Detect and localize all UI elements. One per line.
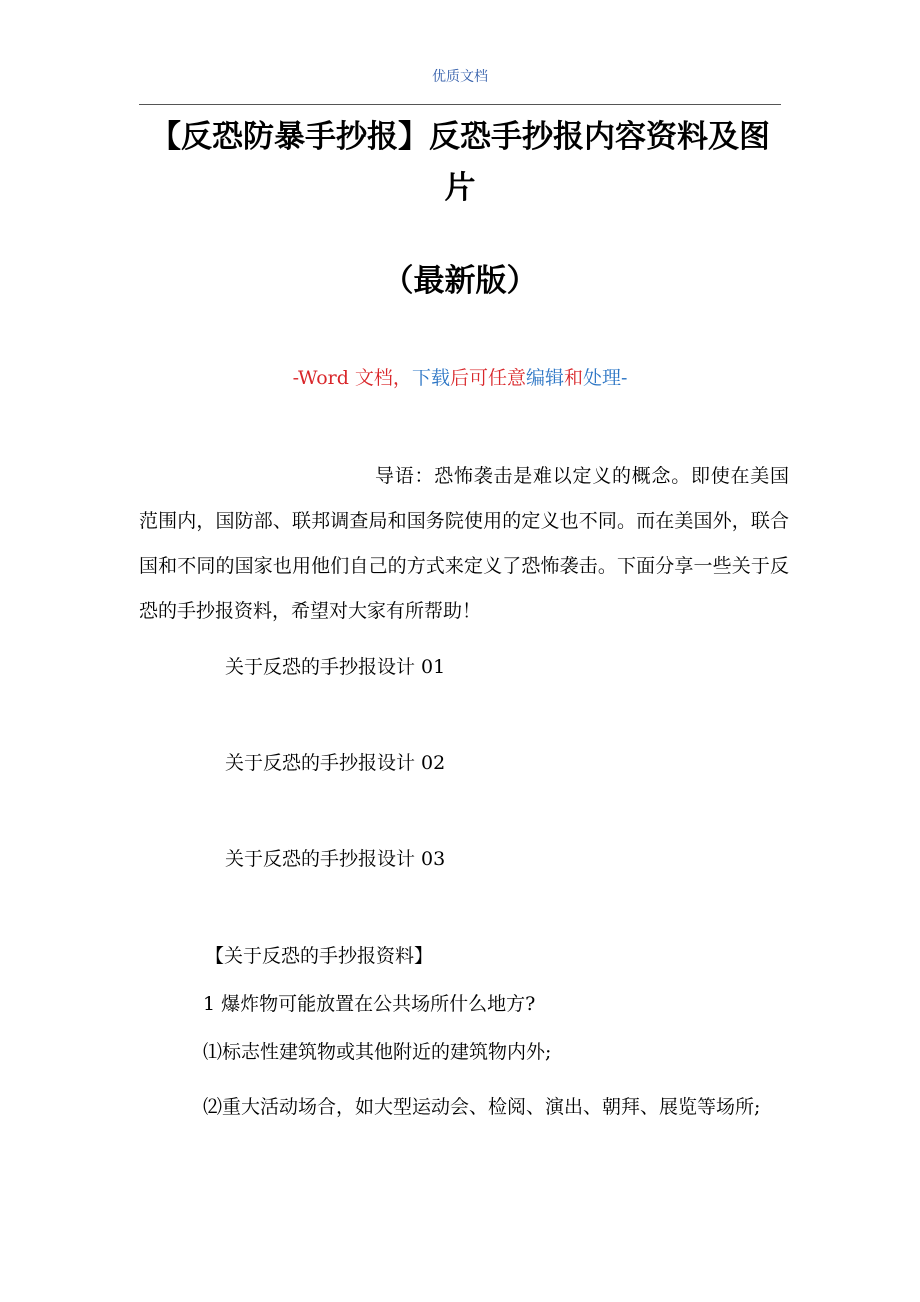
page-header: 优质文档	[432, 69, 488, 85]
tagline-and: 和	[563, 367, 583, 389]
document-subtitle: （最新版）	[382, 263, 538, 299]
section-heading: 【关于反恐的手抄报资料】	[205, 945, 434, 967]
list-item: ⑴标志性建筑物或其他附近的建筑物内外;	[203, 1041, 552, 1063]
list-item: ⑵重大活动场合，如大型运动会、检阅、演出、朝拜、展览等场所;	[203, 1096, 761, 1118]
tagline	[0, 364, 920, 392]
header-divider	[139, 104, 781, 105]
design-item: 关于反恐的手抄报设计 01	[225, 656, 446, 678]
tagline-process: 处理-	[583, 367, 628, 389]
tagline-edit: 编辑	[525, 367, 564, 389]
intro-paragraph: 导语：恐怖袭击是难以定义的概念。即使在美国范围内，国防部、联邦调查局和国务院使用的定义也不同。而在美国外，联合国和不同的国家也用他们自己的方式来定义了恐怖袭击。下面分享一些关于反恐的手抄报资料，希望对大家有所帮助！	[139, 465, 789, 622]
design-item: 关于反恐的手抄报设计 03	[225, 848, 446, 870]
question-heading: 1 爆炸物可能放置在公共场所什么地方?	[203, 993, 536, 1015]
document-title: 【反恐防暴手抄报】反恐手抄报内容资料及图片	[150, 119, 770, 206]
tagline-prefix: -Word 文档，	[292, 367, 412, 389]
tagline-download: 下载	[411, 367, 450, 389]
tagline-any: 后可任意	[449, 367, 526, 389]
design-item: 关于反恐的手抄报设计 02	[225, 752, 446, 774]
